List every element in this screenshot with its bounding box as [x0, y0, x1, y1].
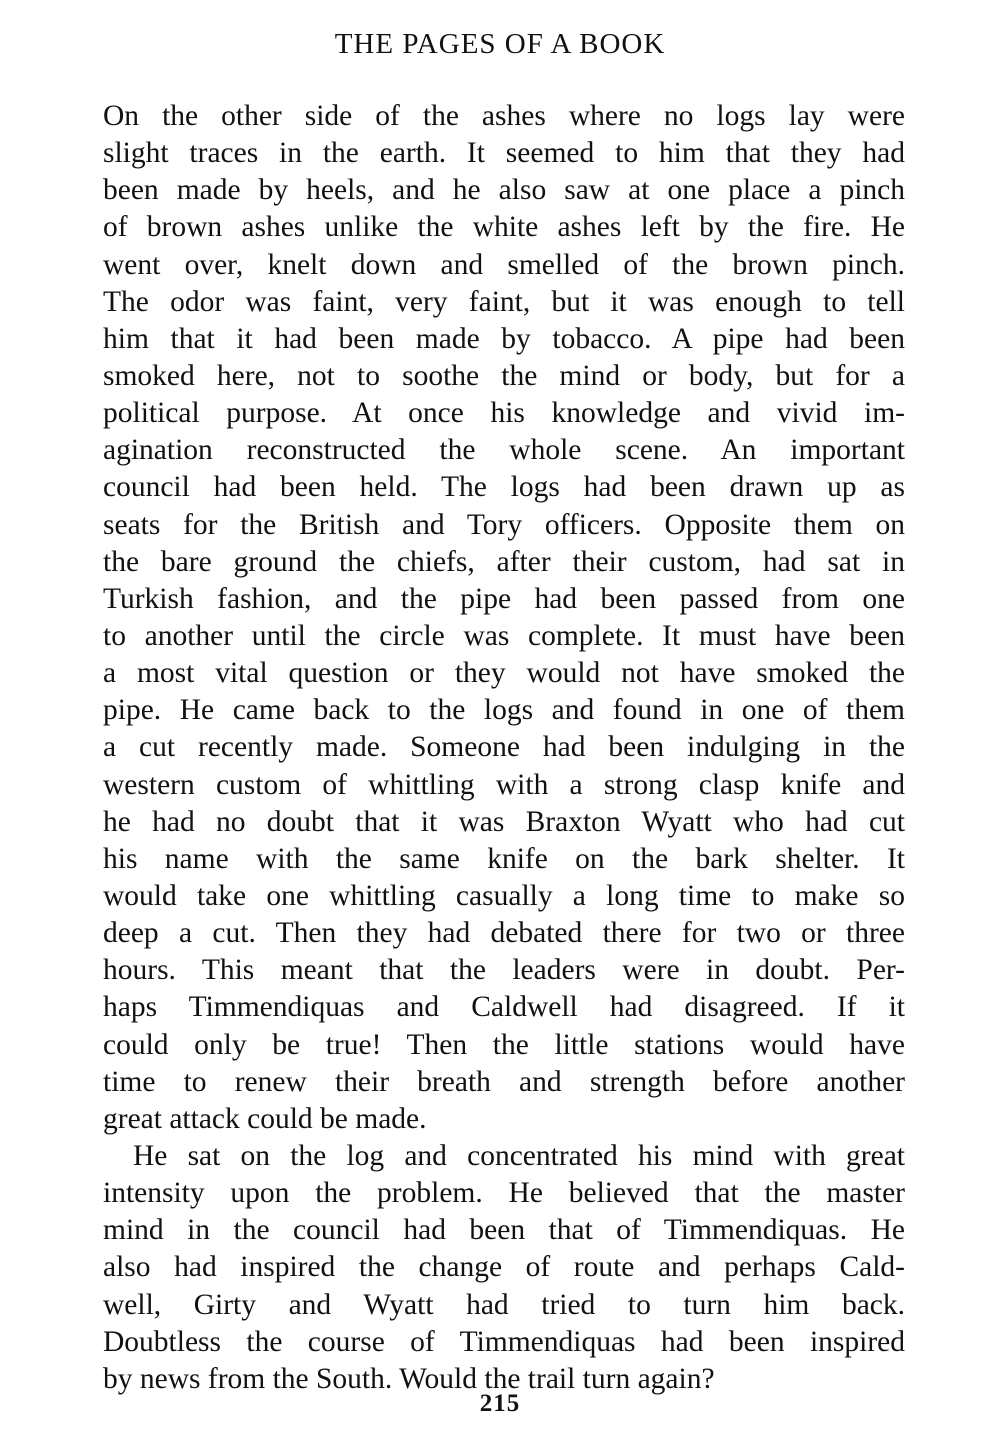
text-line: slight traces in the earth. It seemed to him that they had: [103, 137, 905, 170]
text-line: by news from the South. Would the trail turn again?: [103, 1362, 715, 1395]
text-line: haps Timmendiquas and Caldwell had disagreed. If it: [103, 991, 905, 1024]
text-line: he had no doubt that it was Braxton Wyatt who had cut: [103, 805, 905, 838]
text-line: council had been held. The logs had been drawn up as: [103, 471, 905, 504]
text-line: the bare ground the chiefs, after their custom, had sat in: [103, 545, 905, 578]
text-line: a most vital question or they would not have smoked the: [103, 657, 905, 690]
text-line: western custom of whittling with a strong clasp knife and: [103, 768, 905, 801]
text-line: agination reconstructed the whole scene. An important: [103, 434, 905, 467]
text-line: seats for the British and Tory officers. Opposite them on: [103, 508, 905, 541]
text-line: Turkish fashion, and the pipe had been passed from one: [103, 582, 905, 615]
text-line: smoked here, not to soothe the mind or body, but for a: [103, 359, 905, 392]
text-line: went over, knelt down and smelled of the brown pinch.: [103, 248, 905, 281]
body-text: [103, 98, 905, 1398]
text-line: been made by heels, and he also saw at one place a pinch: [103, 174, 905, 207]
text-line: The odor was faint, very faint, but it was enough to tell: [103, 285, 905, 318]
page-number: 215: [479, 1390, 521, 1417]
text-line: He sat on the log and concentrated his mind with great: [133, 1139, 905, 1172]
text-line: pipe. He came back to the logs and found in one of them: [103, 694, 905, 727]
text-line: him that it had been made by tobacco. A pipe had been: [103, 322, 905, 355]
paragraph-1: [103, 98, 905, 1138]
text-line: to another until the circle was complete. It must have been: [103, 619, 905, 652]
text-line: also had inspired the change of route and perhaps Cald-: [103, 1251, 905, 1284]
text-line: mind in the council had been that of Timmendiquas. He: [103, 1214, 905, 1247]
text-line: On the other side of the ashes where no logs lay were: [103, 100, 905, 132]
text-line: of brown ashes unlike the white ashes left by the fire. He: [103, 211, 905, 244]
paragraph-2: [103, 1138, 905, 1398]
text-line: time to renew their breath and strength before another: [103, 1065, 905, 1098]
text-line: a cut recently made. Someone had been indulging in the: [103, 731, 905, 764]
text-line: could only be true! Then the little stations would have: [103, 1028, 905, 1061]
text-line: Doubtless the course of Timmendiquas had been inspired: [103, 1325, 905, 1358]
text-line: well, Girty and Wyatt had tried to turn him back.: [103, 1288, 905, 1321]
text-line: his name with the same knife on the bark shelter. It: [103, 842, 905, 875]
text-line: great attack could be made.: [103, 1102, 427, 1135]
text-line: deep a cut. Then they had debated there for two or three: [103, 917, 905, 950]
text-line: political purpose. At once his knowledge and vivid im-: [103, 397, 905, 430]
text-line: would take one whittling casually a long time to make so: [103, 879, 905, 912]
text-line: hours. This meant that the leaders were in doubt. Per-: [103, 954, 905, 987]
text-line: intensity upon the problem. He believed that the master: [103, 1177, 905, 1210]
running-title: THE PAGES OF A BOOK: [334, 28, 666, 60]
